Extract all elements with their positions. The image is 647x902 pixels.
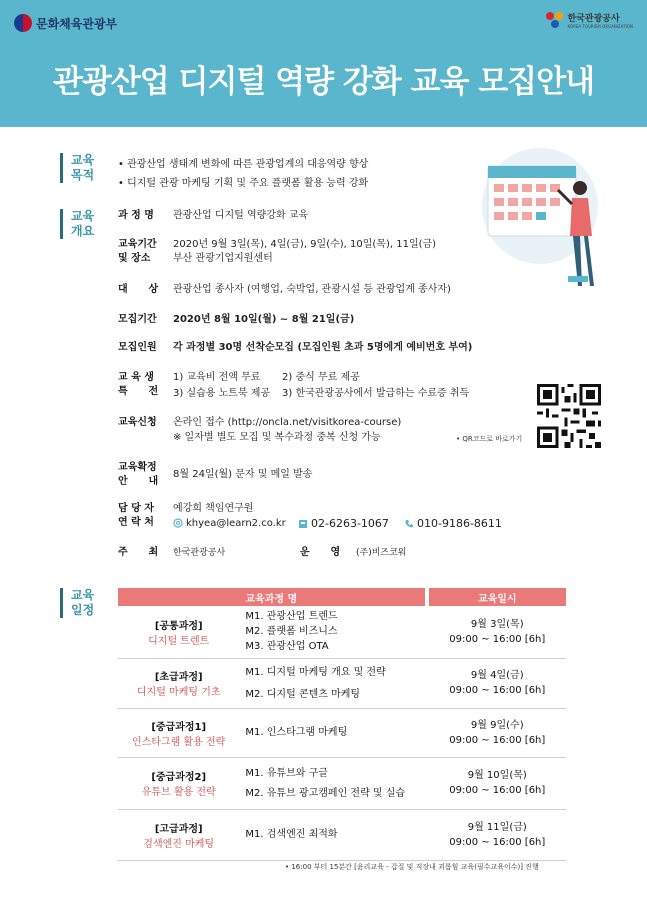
course-time: 09:00 ~ 16:00 [6h] bbox=[449, 785, 546, 797]
org-subname: KOREA TOURISM ORGANIZATION bbox=[567, 24, 633, 29]
table-row bbox=[118, 758, 566, 810]
place-value: 부산 관광기업지원센터 bbox=[173, 253, 273, 264]
benefit-label: 교 육 생 특 전 bbox=[118, 372, 159, 397]
table-row bbox=[118, 810, 566, 860]
module: M2. 플랫폼 비즈니스 bbox=[245, 626, 338, 638]
course-code: [공통과정] bbox=[154, 620, 203, 632]
course-time: 09:00 ~ 16:00 [6h] bbox=[449, 734, 546, 746]
operator-label: 운 영 bbox=[300, 547, 341, 558]
module: M1. 유튜브와 구글 bbox=[245, 767, 328, 779]
contact-label: 담 당 자 연 락 처 bbox=[118, 503, 154, 528]
module: M1. 검색엔진 최적화 bbox=[245, 829, 338, 841]
course-name: 디지털 마케팅 기초 bbox=[136, 687, 221, 699]
course-name: 검색엔진 마케팅 bbox=[143, 838, 215, 850]
page-title: 관광산업 디지털 역량 강화 교육 모집안내 bbox=[52, 64, 595, 100]
benefit-2: 2) 중식 무료 제공 bbox=[282, 372, 360, 383]
qr-caption: • QR코드로 바로가기 bbox=[456, 435, 523, 443]
apply-link[interactable]: 온라인 접수 (http://oncla.net/visitkorea-course) bbox=[173, 417, 402, 428]
contact-phone-row bbox=[298, 517, 389, 531]
header-banner bbox=[0, 0, 647, 127]
recruit-period-label: 모집기간 bbox=[118, 314, 157, 325]
purpose-item-1: • 관광산업 생태계 변화에 따른 관광업계의 대응역량 향상 bbox=[118, 159, 369, 170]
schedule-table bbox=[118, 588, 566, 861]
course-value: 관광산업 디지털 역량강화 교육 bbox=[173, 210, 309, 221]
course-code: [고급과정] bbox=[154, 823, 203, 835]
module: M3. 관광산업 OTA bbox=[245, 641, 329, 653]
course-time: 09:00 ~ 16:00 [6h] bbox=[449, 633, 546, 645]
header-date: 교육일시 bbox=[429, 588, 566, 606]
org-logo bbox=[546, 10, 633, 30]
apply-label: 교육신청 bbox=[118, 417, 157, 428]
contact-email-row bbox=[173, 517, 286, 531]
recruit-count-value: 각 과정별 30명 선착순모집 (모집인원 초과 5명에게 예비번호 부여) bbox=[173, 342, 473, 353]
section-schedule-label: 교육 일정 bbox=[60, 588, 115, 618]
header-course: 교육과정 명 bbox=[118, 588, 425, 606]
module: M2. 디지털 콘텐츠 마케팅 bbox=[245, 688, 361, 700]
confirm-value: 8월 24일(월) 문자 및 메일 발송 bbox=[173, 469, 313, 480]
contact-mobile[interactable]: 010-9186-8611 bbox=[417, 517, 502, 530]
host-value: 한국관광공사 bbox=[173, 548, 226, 558]
course-code: [중급과정1] bbox=[151, 721, 207, 733]
course-date: 9월 9일(수) bbox=[470, 719, 524, 731]
course-code: [초급과정] bbox=[154, 672, 203, 684]
qr-code[interactable] bbox=[537, 384, 601, 448]
section-overview-label: 교육 개요 bbox=[60, 209, 115, 239]
course-name: 인스타그램 활용 전략 bbox=[132, 736, 226, 748]
contact-name: 예강희 책임연구원 bbox=[173, 503, 254, 514]
ministry-name: 문화체육관광부 bbox=[36, 16, 118, 31]
table-row bbox=[118, 659, 566, 709]
course-time: 09:00 ~ 16:00 [6h] bbox=[449, 836, 546, 848]
course-date: 9월 3일(목) bbox=[470, 618, 524, 630]
kto-emblem-icon bbox=[546, 10, 564, 30]
office-phone-icon bbox=[298, 519, 308, 529]
apply-note: ※ 일자별 별도 모집 및 복수과정 중복 신청 가능 bbox=[173, 432, 381, 443]
mobile-phone-icon bbox=[404, 519, 414, 529]
taegeuk-icon bbox=[14, 14, 32, 32]
contact-mobile-row bbox=[404, 517, 502, 531]
period-value: 2020년 9월 3일(목), 4일(금), 9일(수), 10일(목), 11일(금) bbox=[173, 239, 437, 250]
module: M1. 디지털 마케팅 개요 및 전략 bbox=[245, 666, 386, 678]
course-name: 유튜브 활용 전략 bbox=[141, 787, 216, 799]
recruit-period-value: 2020년 8월 10일(월) ~ 8월 21일(금) bbox=[173, 314, 355, 325]
footnote: • 16:00 부터 15분간 [윤리교육 - 갑질 및 직장내 괴롭힘 교육(필수교육이수)] 진행 bbox=[285, 863, 539, 871]
contact-phone[interactable]: 02-6263-1067 bbox=[311, 517, 389, 530]
benefit-1: 1) 교육비 전액 무료 bbox=[173, 372, 261, 383]
course-label: 과 정 명 bbox=[118, 210, 154, 221]
email-icon bbox=[173, 518, 183, 528]
ministry-logo bbox=[14, 14, 117, 32]
org-name: 한국관광공사 bbox=[567, 14, 620, 24]
benefit-4: 3) 한국관광공사에서 발급하는 수료증 취득 bbox=[282, 388, 470, 399]
course-date: 9월 10일(목) bbox=[467, 770, 527, 782]
benefit-3: 3) 실습용 노트북 제공 bbox=[173, 388, 271, 399]
calendar-illustration bbox=[480, 146, 610, 296]
table-row bbox=[118, 709, 566, 757]
course-code: [중급과정2] bbox=[151, 772, 207, 784]
course-time: 09:00 ~ 16:00 [6h] bbox=[449, 685, 546, 697]
module: M2. 유튜브 광고캠페인 전략 및 실습 bbox=[245, 787, 406, 799]
table-row bbox=[118, 606, 566, 658]
confirm-label: 교육확정 안 내 bbox=[118, 462, 159, 487]
period-label: 교육기간 및 장소 bbox=[118, 239, 157, 264]
module: M1. 인스타그램 마케팅 bbox=[245, 727, 348, 739]
target-label: 대 상 bbox=[118, 284, 159, 295]
course-date: 9월 11일(금) bbox=[467, 821, 527, 833]
module: M1. 관광산업 트렌드 bbox=[245, 611, 338, 623]
section-purpose-label: 교육 목적 bbox=[60, 153, 115, 183]
recruit-count-label: 모집인원 bbox=[118, 342, 157, 353]
host-label: 주 최 bbox=[118, 547, 159, 558]
purpose-item-2: • 디지털 관광 마케팅 기획 및 주요 플랫폼 활용 능력 강화 bbox=[118, 178, 369, 189]
course-name: 디지털 트렌트 bbox=[148, 635, 210, 647]
contact-email[interactable]: khyea@learn2.co.kr bbox=[186, 518, 286, 529]
operator-value: (주)비즈코워 bbox=[356, 548, 407, 558]
course-date: 9월 4일(금) bbox=[470, 670, 524, 682]
target-value: 관광산업 종사자 (여행업, 숙박업, 관광시설 등 관광업계 종사자) bbox=[173, 284, 451, 295]
